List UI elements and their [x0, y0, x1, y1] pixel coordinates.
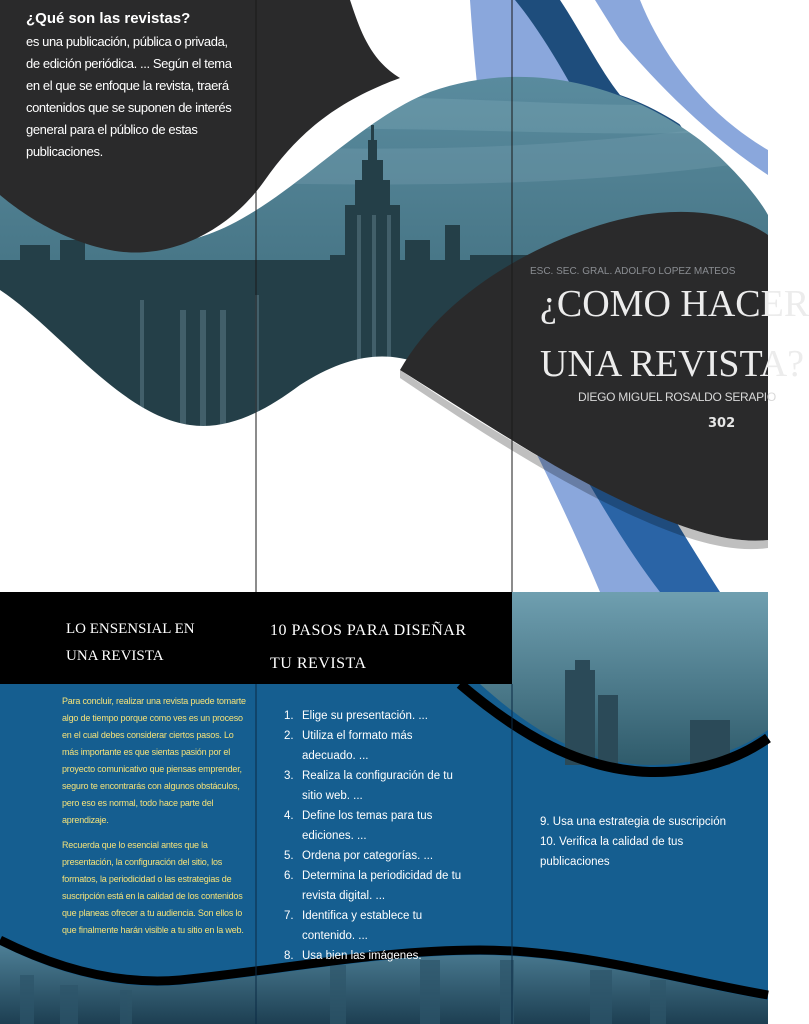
list-item: 7. Identifica y establece tu contenido. ... — [284, 910, 423, 942]
cover-title-line2: UNA REVISTA? — [540, 343, 804, 385]
list-item: 5. Ordena por categorías. ... — [284, 850, 434, 862]
step-10: 10. Verifica la calidad de tus publicaciones — [540, 836, 684, 868]
list-item: 1. Elige su presentación. ... — [284, 710, 428, 722]
steps-heading: 10 PASOS PARA DISEÑAR TU REVISTA — [270, 622, 467, 672]
author-name: DIEGO MIGUEL ROSALDO SERAPIO — [578, 390, 776, 404]
essential-heading: LO ENSENSIAL EN UNA REVISTA — [66, 621, 195, 664]
steps-continued — [540, 812, 740, 872]
essential-body — [62, 693, 248, 939]
section-body: es una publicación, pública o privada, de edición periódica. ... Según el tema en el que se enfoque la revista, traerá contenidos que se suponen de interés general para el público de estas publicaciones. — [26, 34, 232, 159]
top-left-text-block — [26, 10, 241, 163]
cover-title-line1: ¿COMO HACER — [540, 283, 809, 325]
step-9: 9. Usa una estrategia de suscripción — [540, 816, 727, 828]
group-number: 302 — [708, 416, 736, 431]
school-name: ESC. SEC. GRAL. ADOLFO LOPEZ MATEOS — [530, 266, 736, 277]
section-heading: ¿Qué son las revistas? — [26, 10, 191, 27]
list-item: 3. Realiza la configuración de tu sitio web. ... — [284, 770, 453, 802]
list-item: 6. Determina la periodicidad de tu revista digital. ... — [284, 870, 462, 902]
list-item: 2. Utiliza el formato más adecuado. ... — [284, 730, 413, 762]
steps-list — [284, 706, 474, 966]
list-item: 8. Usa bien las imágenes. — [284, 950, 422, 962]
essential-paragraph-2: Recuerda que lo esencial antes que la presentación, la configuración del sitio, los formatos, la periodicidad o las estrategias de suscripción está en la calidad de los contenidos que planeas ofrecer a tu audiencia. Son ellos lo que finalmente harán visible a tu sitio en la web. — [62, 840, 244, 935]
list-item: 4. Define los temas para tus ediciones. ... — [284, 810, 433, 842]
essential-paragraph-1: Para concluir, realizar una revista puede tomarte algo de tiempo porque como ves es un proceso en el cual debes considerar ciertos pasos. Lo más importante es que sientas pasión por el proyecto comunicativo que piensas emprender, seguro te encontrarás con algunos obstáculos, pero eso es normal, todo hace parte del aprendizaje. — [62, 696, 246, 825]
